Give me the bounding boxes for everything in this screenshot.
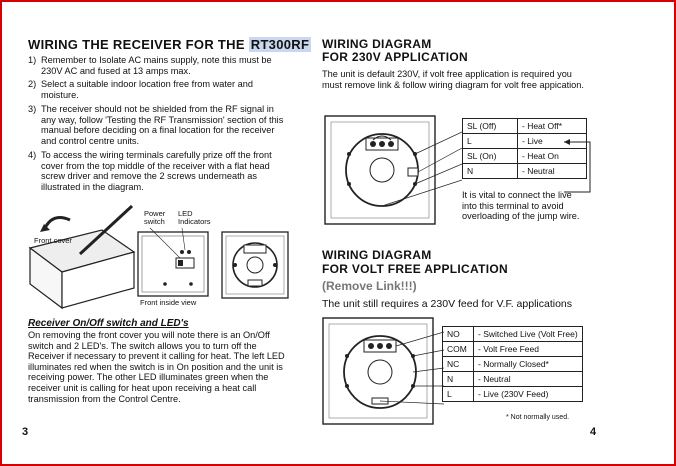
footnote: * Not normally used. [506,414,570,421]
front-inside-view-drawing [138,228,208,296]
diagram1-unit-drawing [322,114,462,226]
table-row: N - Neutral [463,164,587,179]
receiver-paragraph: On removing the front cover you will note there is an On/Off switch and 2 LED's. The switch allows you to turn off the Receiver if necessary to prevent it calling for heat. The left LED illuminates red when the switch is in On position and the unit is receiving power. The other LED illuminates green when the receiver unit is calling for heat upon receiving a heat call transmission from the Control Centre. [28,330,285,404]
steps-list [28,55,290,193]
live-note: It is vital to connect the live into this terminal to avoid overloading of the jump wire. [462,190,580,222]
front-cover-label: Front cover [34,236,72,245]
live-arrow-drawing [560,136,600,196]
power-switch-label: Power switch [144,209,166,226]
step-3: 3) The receiver should not be shielded from the RF signal in any way, follow 'Testing the RF Transmission' section of this manual before deciding on a final location for the receiver and control centre units. [28,104,284,146]
remove-link-label: (Remove Link!!!) [322,279,417,293]
led-indicators-label: LED Indicators [178,209,211,226]
diagram2-text: The unit still requires a 230V feed for V.F. applications [322,298,573,310]
step-1: 1) Remember to Isolate AC mains supply, note this must be 230V AC and fused at 13 amps max. [28,55,272,76]
diagram2-terminal-table [442,326,583,402]
table-row: NC - Normally Closed* [443,357,583,372]
left-title: WIRING THE RECEIVER FOR THE RT300RF [28,37,310,52]
step-2: 2) Select a suitable indoor location free from water and moisture. [28,79,253,100]
table-row: L - Live (230V Feed) [443,387,583,402]
diagram2-title: WIRING DIAGRAM FOR VOLT FREE APPLICATION [322,248,508,276]
terminal-view-drawing [222,232,288,298]
table-row: SL (On) - Heat On [463,149,587,164]
receiver-box-drawing [30,206,134,308]
receiver-heading: Receiver On/Off switch and LED's [28,318,189,329]
table-row: L - Live [463,134,587,149]
table-row: SL (Off) - Heat Off* [463,119,587,134]
page-number-left: 3 [22,426,29,438]
page-number-right: 4 [590,426,597,438]
table-row: COM - Volt Free Feed [443,342,583,357]
front-inside-view-label: Front inside view [140,298,197,307]
diagram2-unit-drawing [320,316,444,426]
model-highlight: RT300RF [250,37,310,52]
diagram1-text: The unit is default 230V, if volt free application is required you must remove link & follow wiring diagram for volt free appication. [322,69,584,90]
table-row: NO - Switched Live (Volt Free) [443,327,583,342]
table-row: N - Neutral [443,372,583,387]
step-4: 4) To access the wiring terminals carefully prize off the front cover from the top middle of the receiver with a flat head screw driver and remove the 2 screws underneath as illustrated in the diagram. [28,150,272,192]
diagram1-title: WIRING DIAGRAM FOR 230V APPLICATION [322,37,469,64]
